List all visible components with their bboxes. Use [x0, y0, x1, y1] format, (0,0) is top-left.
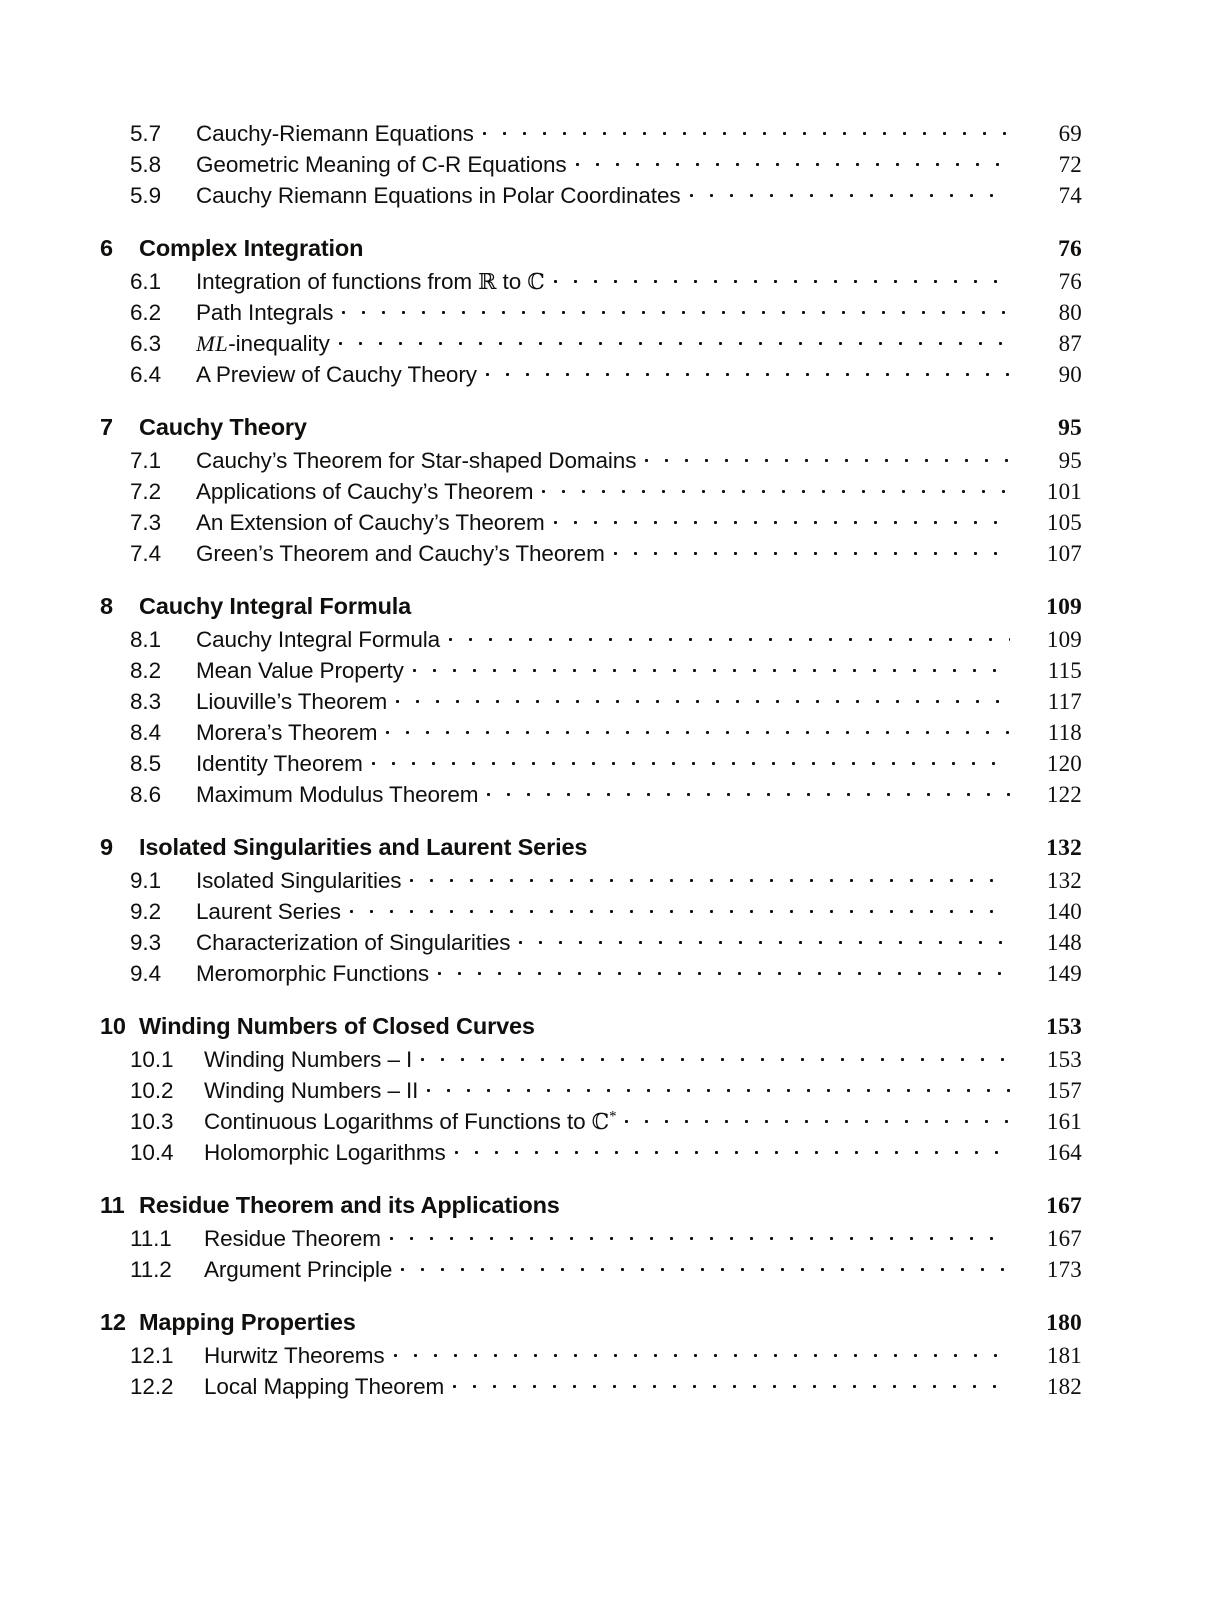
toc-dot-leader [453, 1371, 1010, 1394]
toc-page-number: 72 [1058, 151, 1082, 177]
toc-page-number: 180 [1046, 1309, 1082, 1336]
toc-dot-leader [554, 507, 1010, 530]
toc-dot-leader [455, 1137, 1010, 1160]
toc-entry-title: Path Integrals [196, 299, 334, 325]
toc-dot-leader [614, 538, 1010, 561]
toc-entry-title: Green’s Theorem and Cauchy’s Theorem [196, 540, 605, 566]
toc-dot-leader [625, 1106, 1010, 1129]
toc-section-row[interactable] [100, 927, 1082, 958]
toc-section-row[interactable] [100, 1254, 1082, 1285]
toc-page-number: 122 [1046, 781, 1082, 807]
toc-entry-title: Cauchy’s Theorem for Star-shaped Domains [196, 447, 637, 473]
toc-dot-leader [410, 865, 1010, 888]
toc-entry-title: A Preview of Cauchy Theory [196, 361, 477, 387]
toc-entry-title: Winding Numbers – II [204, 1077, 419, 1103]
toc-entry-number: 8.1 [130, 626, 161, 652]
toc-entry-title: Geometric Meaning of C-R Equations [196, 151, 567, 177]
toc-entry-title: Integration of functions from ℝ to ℂ [196, 268, 545, 294]
toc-entry-number: 9.4 [130, 960, 161, 986]
toc-section-row[interactable] [100, 896, 1082, 927]
toc-entry-title: Cauchy Integral Formula [139, 592, 412, 619]
toc-entry-number: 8.6 [130, 781, 161, 807]
toc-chapter-row[interactable] [100, 1306, 1082, 1340]
toc-entry-title: Winding Numbers – I [204, 1046, 413, 1072]
toc-entry-number: 6.2 [130, 299, 161, 325]
toc-entry-number: 9.1 [130, 867, 161, 893]
toc-page-number: 90 [1058, 361, 1082, 387]
toc-dot-leader [690, 180, 1010, 203]
toc-page-number: 117 [1047, 688, 1082, 714]
toc-entry-number: 11.1 [130, 1225, 172, 1251]
toc-dot-leader [386, 717, 1010, 740]
toc-entry-title: Cauchy Riemann Equations in Polar Coordinates [196, 182, 681, 208]
toc-entry-number: 10.4 [130, 1139, 174, 1165]
toc-entry-title: Meromorphic Functions [196, 960, 429, 986]
toc-page-number: 95 [1058, 447, 1082, 473]
toc-page-number: 76 [1058, 268, 1082, 294]
toc-dot-leader [396, 686, 1010, 709]
toc-entry-number: 10 [100, 1012, 126, 1039]
toc-chapter-row[interactable] [100, 590, 1082, 624]
toc-page-number: 153 [1046, 1013, 1082, 1040]
toc-page-number: 74 [1058, 182, 1082, 208]
toc-dot-leader [576, 149, 1010, 172]
toc-entry-title: Morera’s Theorem [196, 719, 378, 745]
toc-dot-leader [449, 624, 1010, 647]
toc-dot-leader [519, 927, 1010, 950]
toc-entry-number: 8.4 [130, 719, 161, 745]
toc-entry-number: 8.2 [130, 657, 161, 683]
toc-dot-leader [350, 896, 1010, 919]
toc-entry-title: Local Mapping Theorem [204, 1373, 445, 1399]
toc-section-row[interactable] [100, 1044, 1082, 1075]
toc-dot-leader [390, 1223, 1010, 1246]
toc-page-number: 80 [1058, 299, 1082, 325]
toc-entry-number: 7.4 [130, 540, 161, 566]
toc-entry-number: 5.9 [130, 182, 161, 208]
toc-entry-title: Holomorphic Logarithms [204, 1139, 446, 1165]
toc-entry-number: 12.1 [130, 1342, 174, 1368]
toc-dot-leader [372, 232, 1020, 256]
toc-page-number: 182 [1046, 1373, 1082, 1399]
toc-entry-number: 9.2 [130, 898, 161, 924]
toc-page-number: 115 [1047, 657, 1082, 683]
toc-entry-number: 5.7 [130, 120, 161, 146]
toc-section-row[interactable] [100, 958, 1082, 989]
toc-dot-leader [316, 411, 1020, 435]
toc-page-number: 87 [1058, 330, 1082, 356]
toc-page-number: 76 [1058, 235, 1082, 262]
toc-page-number: 101 [1046, 478, 1082, 504]
toc-section-row[interactable] [100, 266, 1082, 297]
toc-entry-number: 10.3 [130, 1108, 174, 1134]
toc-entry-title: Mean Value Property [196, 657, 404, 683]
toc-dot-leader [421, 1044, 1010, 1067]
toc-entry-number: 6.1 [130, 268, 161, 294]
toc-dot-leader [365, 1306, 1020, 1330]
toc-entry-title: Applications of Cauchy’s Theorem [196, 478, 534, 504]
toc-entry-title: Characterization of Singularities [196, 929, 511, 955]
toc-entry-number: 8 [100, 592, 113, 619]
toc-entry-title: Identity Theorem [196, 750, 363, 776]
toc-dot-leader [544, 1010, 1020, 1034]
toc-list [100, 118, 1082, 1402]
toc-section-row[interactable] [100, 779, 1082, 810]
toc-entry-number: 6 [100, 234, 113, 261]
toc-dot-leader [569, 1189, 1020, 1213]
toc-dot-leader [483, 118, 1010, 141]
toc-section-row[interactable] [100, 1075, 1082, 1106]
toc-entry-number: 7.3 [130, 509, 161, 535]
toc-page-number: 173 [1046, 1256, 1082, 1282]
toc-section-row[interactable] [100, 1340, 1082, 1371]
toc-dot-leader [486, 359, 1010, 382]
toc-entry-number: 7 [100, 413, 113, 440]
toc-page-number: 107 [1046, 540, 1082, 566]
toc-entry-title: Residue Theorem [204, 1225, 381, 1251]
toc-section-row[interactable] [100, 538, 1082, 569]
toc-entry-title: Cauchy-Riemann Equations [196, 120, 474, 146]
toc-section-row[interactable] [100, 748, 1082, 779]
toc-page-number: 132 [1046, 867, 1082, 893]
toc-entry-title: Continuous Logarithms of Functions to ℂ* [204, 1108, 617, 1134]
toc-section-row[interactable] [100, 507, 1082, 538]
toc-chapter-row[interactable] [100, 1010, 1082, 1044]
toc-entry-number: 7.2 [130, 478, 161, 504]
toc-section-row[interactable] [100, 445, 1082, 476]
toc-entry-number: 6.4 [130, 361, 161, 387]
toc-chapter-row[interactable] [100, 831, 1082, 865]
toc-dot-leader [438, 958, 1010, 981]
toc-page-number: 132 [1046, 834, 1082, 861]
toc-page-number: 153 [1046, 1046, 1082, 1072]
toc-chapter-row[interactable] [100, 1189, 1082, 1223]
toc-dot-leader [596, 831, 1020, 855]
toc-page-number: 105 [1046, 509, 1082, 535]
toc-entry-title: Isolated Singularities [196, 867, 402, 893]
toc-page-number: 69 [1058, 120, 1082, 146]
toc-section-row[interactable] [100, 118, 1082, 149]
toc-entry-number: 7.1 [130, 447, 161, 473]
toc-dot-leader [342, 297, 1010, 320]
toc-page-number: 181 [1046, 1342, 1082, 1368]
toc-section-row[interactable] [100, 180, 1082, 211]
toc-section-row[interactable] [100, 717, 1082, 748]
toc-dot-leader [487, 779, 1010, 802]
toc-section-row[interactable] [100, 359, 1082, 390]
toc-entry-title: Laurent Series [196, 898, 341, 924]
toc-entry-title: Isolated Singularities and Laurent Series [139, 833, 588, 860]
toc-entry-number: 10.1 [130, 1046, 174, 1072]
toc-entry-number: 8.3 [130, 688, 161, 714]
toc-section-row[interactable] [100, 655, 1082, 686]
toc-page-number: 149 [1046, 960, 1082, 986]
toc-section-row[interactable] [100, 686, 1082, 717]
toc-section-row[interactable] [100, 328, 1082, 359]
toc-entry-title: Mapping Properties [139, 1308, 356, 1335]
toc-page-number: 109 [1046, 626, 1082, 652]
toc-page-number: 167 [1046, 1192, 1082, 1219]
toc-entry-title: Residue Theorem and its Applications [139, 1191, 560, 1218]
toc-entry-title: An Extension of Cauchy’s Theorem [196, 509, 545, 535]
toc-section-row[interactable] [100, 297, 1082, 328]
toc-page-number: 140 [1046, 898, 1082, 924]
toc-section-row[interactable] [100, 1106, 1082, 1137]
toc-entry-title: Cauchy Integral Formula [196, 626, 441, 652]
toc-section-row[interactable] [100, 1371, 1082, 1402]
toc-entry-title: Hurwitz Theorems [204, 1342, 385, 1368]
toc-page-number: 120 [1046, 750, 1082, 776]
toc-section-row[interactable] [100, 1223, 1082, 1254]
toc-entry-number: 12.2 [130, 1373, 174, 1399]
toc-entry-number: 8.5 [130, 750, 161, 776]
toc-dot-leader [420, 590, 1020, 614]
toc-entry-title: Complex Integration [139, 234, 364, 261]
toc-chapter-row[interactable] [100, 411, 1082, 445]
toc-dot-leader [542, 476, 1010, 499]
toc-entry-title: Maximum Modulus Theorem [196, 781, 479, 807]
toc-page-number: 157 [1046, 1077, 1082, 1103]
toc-chapter-row[interactable] [100, 232, 1082, 266]
toc-entry-title: Liouville’s Theorem [196, 688, 388, 714]
toc-entry-title: Winding Numbers of Closed Curves [139, 1012, 535, 1039]
toc-dot-leader [339, 328, 1010, 351]
toc-entry-number: 12 [100, 1308, 126, 1335]
toc-entry-number: 5.8 [130, 151, 161, 177]
toc-section-row[interactable] [100, 865, 1082, 896]
toc-section-row[interactable] [100, 624, 1082, 655]
toc-entry-number: 9 [100, 833, 113, 860]
toc-dot-leader [372, 748, 1010, 771]
toc-dot-leader [645, 445, 1010, 468]
toc-section-row[interactable] [100, 476, 1082, 507]
toc-dot-leader [394, 1340, 1010, 1363]
toc-entry-title: Argument Principle [204, 1256, 393, 1282]
toc-section-row[interactable] [100, 1137, 1082, 1168]
toc-page-number: 95 [1058, 414, 1082, 441]
toc-dot-leader [401, 1254, 1010, 1277]
toc-entry-number: 11.2 [130, 1256, 172, 1282]
toc-page-number: 167 [1046, 1225, 1082, 1251]
toc-entry-title: Cauchy Theory [139, 413, 307, 440]
toc-entry-number: 9.3 [130, 929, 161, 955]
toc-page-number: 148 [1046, 929, 1082, 955]
toc-section-row[interactable] [100, 149, 1082, 180]
toc-page-number: 109 [1046, 593, 1082, 620]
toc-page-number: 164 [1046, 1139, 1082, 1165]
toc-entry-number: 10.2 [130, 1077, 174, 1103]
toc-entry-number: 11 [100, 1191, 125, 1218]
toc-dot-leader [427, 1075, 1010, 1098]
toc-dot-leader [413, 655, 1010, 678]
toc-entry-number: 6.3 [130, 330, 161, 356]
toc-page-number: 118 [1047, 719, 1082, 745]
toc-dot-leader [554, 266, 1010, 289]
toc-entry-title: ML-inequality [196, 330, 330, 356]
toc-page-number: 161 [1046, 1108, 1082, 1134]
